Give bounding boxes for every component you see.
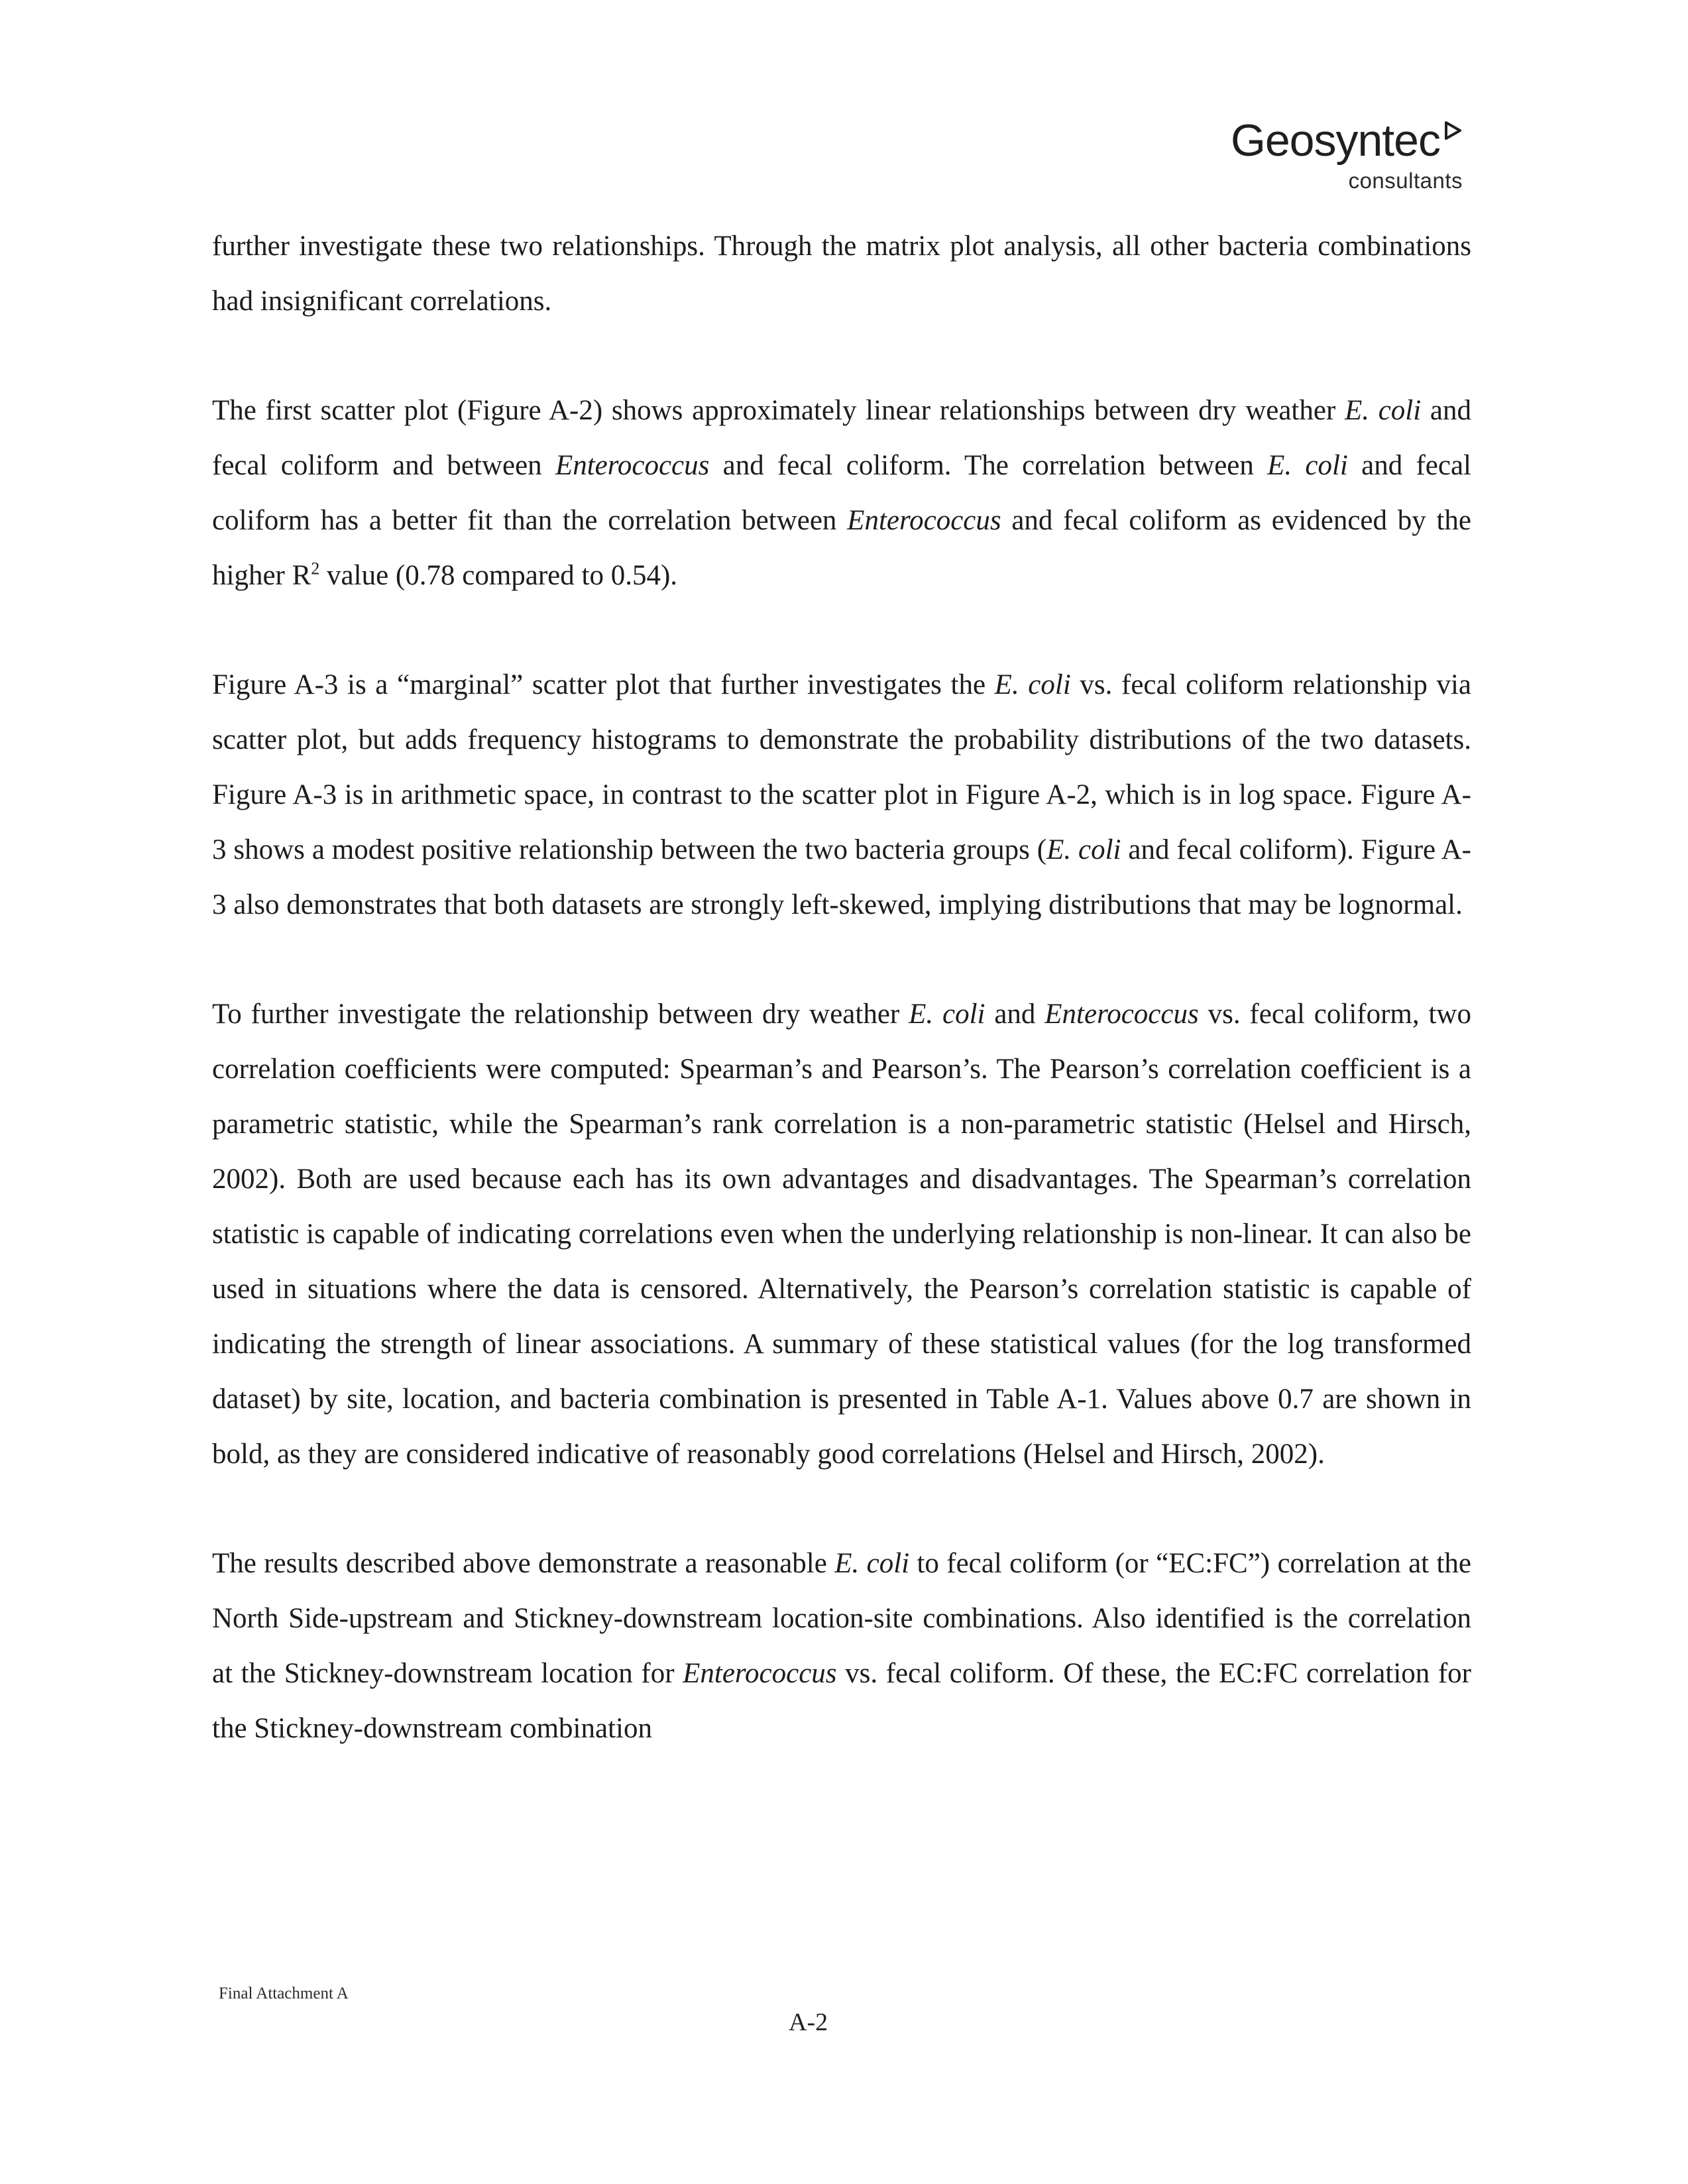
paragraph-1: further investigate these two relationships. Through the matrix plot analysis, all other bacteria combinations had insignificant correlations. <box>212 231 1471 317</box>
page-number: A-2 <box>789 2008 828 2036</box>
paragraph-4: To further investigate the relationship between dry weather E. coli and Enterococcus vs. fecal coliform, two correlation coefficients were computed: Spearman’s and Pearson’s. The Pearson’s correlation coefficient is a parametric statistic, while the Spearman’s rank correlation is a non-parametric statistic (Helsel and Hirsch, 2002). Both are used because each has its own advantages and disadvantages. The Spearman’s correlation statistic is capable of indicating correlations even when the underlying relationship is non-linear. It can also be used in situations where the data is censored. Alternatively, the Pearson’s correlation statistic is capable of indicating the strength of linear associations. A summary of these statistical values (for the log transformed dataset) by site, location, and bacteria combination is presented in Table A-1. Values above 0.7 are shown in bold, as they are considered indicative of reasonably good correlations (Helsel and Hirsch, 2002). <box>212 999 1471 1470</box>
triangle-arrow-icon <box>1443 121 1463 140</box>
company-name <box>1230 115 1463 166</box>
company-logo <box>1230 115 1463 193</box>
footer-label: Final Attachment A <box>219 1985 349 2002</box>
paragraph-3: Figure A-3 is a “marginal” scatter plot that further investigates the E. coli vs. fecal coliform relationship via scatter plot, but adds frequency histograms to demonstrate the probability distributions of the two datasets. Figure A-3 is in arithmetic space, in contrast to the scatter plot in Figure A-2, which is in log space. Figure A-3 shows a modest positive relationship between the two bacteria groups (E. coli and fecal coliform). Figure A-3 also demonstrates that both datasets are strongly left-skewed, implying distributions that may be lognormal. <box>212 669 1471 920</box>
document-body <box>212 219 1471 1756</box>
company-name-text: Geosyntec <box>1230 115 1440 166</box>
paragraph-2: The first scatter plot (Figure A-2) shows approximately linear relationships between dry weather E. coli and fecal coliform and between Enterococcus and fecal coliform. The correlation between E. coli and fecal coliform has a better fit than the correlation between Enterococcus and fecal coliform as evidenced by the higher $R^2$ value (0.78 compared to 0.54). <box>212 395 1472 591</box>
paragraph-5: The results described above demonstrate a reasonable E. coli to fecal coliform (or “EC:FC”) correlation at the North Side-upstream and Stickney-downstream location-site combinations. Also identified is the correlation at the Stickney-downstream location for Enterococcus vs. fecal coliform. Of these, the EC:FC correlation for the Stickney-downstream combination <box>212 1548 1472 1744</box>
company-subtitle: consultants <box>1348 168 1463 193</box>
